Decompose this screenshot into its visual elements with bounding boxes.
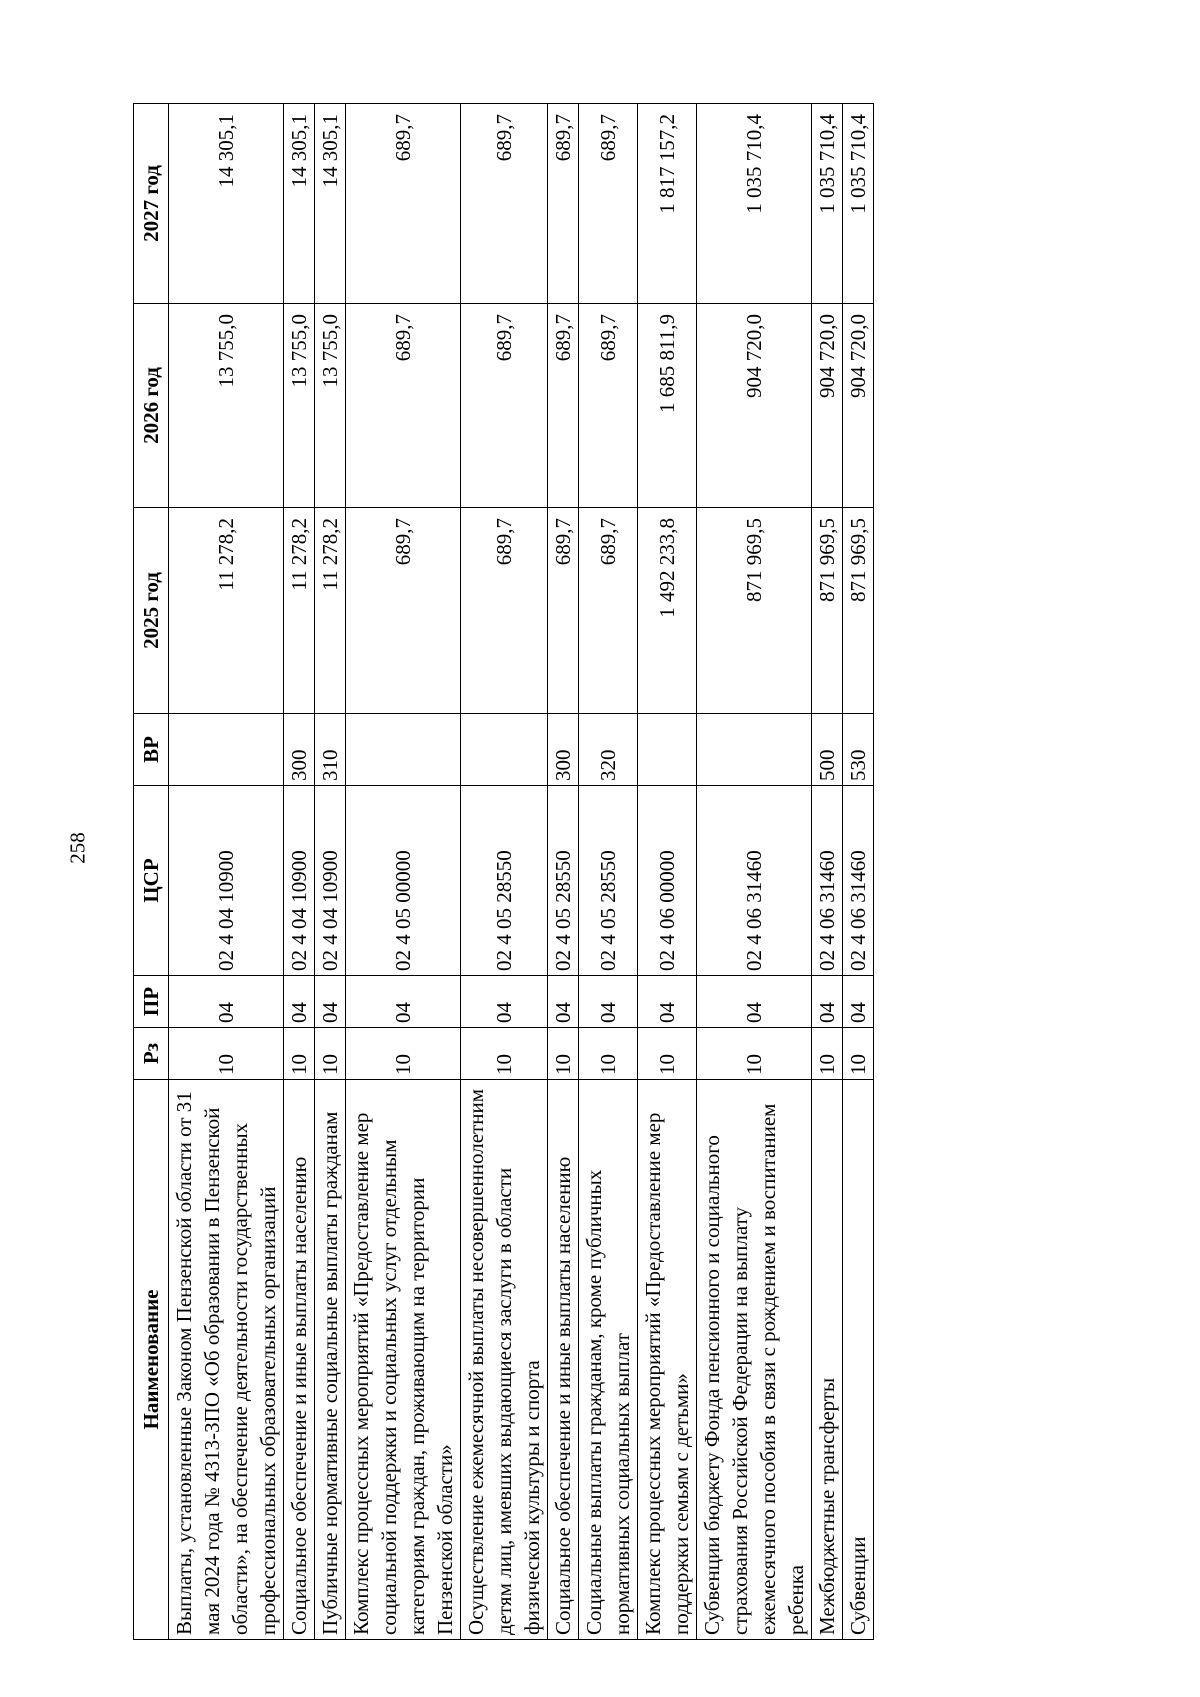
cell-csr: 02 4 04 10900 bbox=[315, 786, 346, 976]
header-2027: 2027 год bbox=[134, 104, 169, 304]
cell-vr: 530 bbox=[843, 714, 874, 786]
cell-pr: 04 bbox=[579, 976, 638, 1028]
table-row bbox=[315, 104, 346, 1640]
cell-2027: 1 035 710,4 bbox=[843, 104, 874, 304]
cell-csr: 02 4 06 31460 bbox=[697, 786, 812, 976]
cell-2025: 689,7 bbox=[461, 508, 548, 714]
cell-rz: 10 bbox=[346, 1028, 461, 1080]
header-vr: ВР bbox=[134, 714, 169, 786]
cell-pr: 04 bbox=[169, 976, 284, 1028]
page-number: 258 bbox=[65, 832, 90, 864]
cell-2027: 14 305,1 bbox=[315, 104, 346, 304]
cell-name: Межбюджетные трансферты bbox=[812, 1080, 843, 1640]
cell-name: Субвенции бюджету Фонда пенсионного и социального страхования Российской Федерации на выплату ежемесячного пособия в связи с рождением и воспитанием ребенка bbox=[697, 1080, 812, 1640]
cell-vr bbox=[697, 714, 812, 786]
cell-rz: 10 bbox=[638, 1028, 697, 1080]
cell-2025: 689,7 bbox=[579, 508, 638, 714]
header-pr: ПР bbox=[134, 976, 169, 1028]
cell-pr: 04 bbox=[812, 976, 843, 1028]
cell-vr: 500 bbox=[812, 714, 843, 786]
cell-2026: 904 720,0 bbox=[843, 304, 874, 508]
cell-csr: 02 4 05 28550 bbox=[579, 786, 638, 976]
cell-2025: 1 492 233,8 bbox=[638, 508, 697, 714]
cell-2025: 871 969,5 bbox=[697, 508, 812, 714]
cell-pr: 04 bbox=[315, 976, 346, 1028]
table-row bbox=[548, 104, 579, 1640]
cell-2025: 871 969,5 bbox=[812, 508, 843, 714]
cell-2027: 1 817 157,2 bbox=[638, 104, 697, 304]
cell-pr: 04 bbox=[461, 976, 548, 1028]
cell-csr: 02 4 06 31460 bbox=[843, 786, 874, 976]
cell-name: Комплекс процессных мероприятий «Предоставление мер социальной поддержки и социальных услуг отдельным категориям граждан, проживающим на территории Пензенской области» bbox=[346, 1080, 461, 1640]
budget-table-rotated bbox=[133, 104, 869, 1640]
cell-vr: 320 bbox=[579, 714, 638, 786]
cell-rz: 10 bbox=[697, 1028, 812, 1080]
cell-vr: 300 bbox=[548, 714, 579, 786]
table-row bbox=[579, 104, 638, 1640]
cell-name: Комплекс процессных мероприятий «Предоставление мер поддержки семьям с детьми» bbox=[638, 1080, 697, 1640]
cell-vr bbox=[461, 714, 548, 786]
cell-2026: 1 685 811,9 bbox=[638, 304, 697, 508]
header-csr: ЦСР bbox=[134, 786, 169, 976]
cell-name: Осуществление ежемесячной выплаты несовершеннолетним детям лиц, имевших выдающиеся заслуги в области физической культуры и спорта bbox=[461, 1080, 548, 1640]
cell-pr: 04 bbox=[346, 976, 461, 1028]
cell-vr: 300 bbox=[284, 714, 315, 786]
cell-rz: 10 bbox=[315, 1028, 346, 1080]
cell-rz: 10 bbox=[284, 1028, 315, 1080]
header-name: Наименование bbox=[134, 1080, 169, 1640]
cell-2027: 689,7 bbox=[346, 104, 461, 304]
cell-pr: 04 bbox=[697, 976, 812, 1028]
table-row bbox=[461, 104, 548, 1640]
cell-2025: 11 278,2 bbox=[169, 508, 284, 714]
cell-csr: 02 4 05 00000 bbox=[346, 786, 461, 976]
cell-2026: 904 720,0 bbox=[697, 304, 812, 508]
cell-2026: 689,7 bbox=[548, 304, 579, 508]
cell-2027: 14 305,1 bbox=[169, 104, 284, 304]
cell-pr: 04 bbox=[843, 976, 874, 1028]
cell-2025: 689,7 bbox=[548, 508, 579, 714]
cell-name: Социальное обеспечение и иные выплаты населению bbox=[548, 1080, 579, 1640]
table-row bbox=[812, 104, 843, 1640]
cell-rz: 10 bbox=[169, 1028, 284, 1080]
header-2025: 2025 год bbox=[134, 508, 169, 714]
cell-name: Публичные нормативные социальные выплаты гражданам bbox=[315, 1080, 346, 1640]
cell-csr: 02 4 05 28550 bbox=[548, 786, 579, 976]
cell-2026: 904 720,0 bbox=[812, 304, 843, 508]
cell-rz: 10 bbox=[843, 1028, 874, 1080]
cell-2027: 14 305,1 bbox=[284, 104, 315, 304]
cell-csr: 02 4 06 00000 bbox=[638, 786, 697, 976]
cell-2026: 689,7 bbox=[346, 304, 461, 508]
budget-table bbox=[133, 103, 874, 1640]
cell-2027: 689,7 bbox=[548, 104, 579, 304]
header-rz: Рз bbox=[134, 1028, 169, 1080]
cell-csr: 02 4 06 31460 bbox=[812, 786, 843, 976]
cell-name: Социальные выплаты гражданам, кроме публичных нормативных социальных выплат bbox=[579, 1080, 638, 1640]
cell-vr bbox=[638, 714, 697, 786]
cell-vr bbox=[169, 714, 284, 786]
cell-2027: 689,7 bbox=[461, 104, 548, 304]
cell-name: Выплаты, установленные Законом Пензенской области от 31 мая 2024 года № 4313-ЗПО «Об образовании в Пензенской области», на обеспечение деятельности государственных профессиональных образовательных организаций bbox=[169, 1080, 284, 1640]
cell-rz: 10 bbox=[579, 1028, 638, 1080]
cell-csr: 02 4 05 28550 bbox=[461, 786, 548, 976]
cell-2027: 689,7 bbox=[579, 104, 638, 304]
cell-2026: 13 755,0 bbox=[315, 304, 346, 508]
cell-2025: 11 278,2 bbox=[315, 508, 346, 714]
table-row bbox=[169, 104, 284, 1640]
header-2026: 2026 год bbox=[134, 304, 169, 508]
cell-2025: 871 969,5 bbox=[843, 508, 874, 714]
cell-2027: 1 035 710,4 bbox=[697, 104, 812, 304]
cell-2027: 1 035 710,4 bbox=[812, 104, 843, 304]
cell-pr: 04 bbox=[548, 976, 579, 1028]
cell-2026: 13 755,0 bbox=[284, 304, 315, 508]
table-row bbox=[697, 104, 812, 1640]
cell-name: Социальное обеспечение и иные выплаты населению bbox=[284, 1080, 315, 1640]
table-row bbox=[284, 104, 315, 1640]
table-header-row bbox=[134, 104, 169, 1640]
table-row bbox=[346, 104, 461, 1640]
cell-csr: 02 4 04 10900 bbox=[169, 786, 284, 976]
cell-2026: 689,7 bbox=[461, 304, 548, 508]
cell-2026: 13 755,0 bbox=[169, 304, 284, 508]
table-row bbox=[638, 104, 697, 1640]
cell-2025: 11 278,2 bbox=[284, 508, 315, 714]
cell-rz: 10 bbox=[461, 1028, 548, 1080]
cell-pr: 04 bbox=[284, 976, 315, 1028]
cell-vr bbox=[346, 714, 461, 786]
cell-vr: 310 bbox=[315, 714, 346, 786]
table-row bbox=[843, 104, 874, 1640]
cell-2025: 689,7 bbox=[346, 508, 461, 714]
cell-rz: 10 bbox=[548, 1028, 579, 1080]
cell-2026: 689,7 bbox=[579, 304, 638, 508]
cell-name: Субвенции bbox=[843, 1080, 874, 1640]
cell-rz: 10 bbox=[812, 1028, 843, 1080]
cell-pr: 04 bbox=[638, 976, 697, 1028]
cell-csr: 02 4 04 10900 bbox=[284, 786, 315, 976]
